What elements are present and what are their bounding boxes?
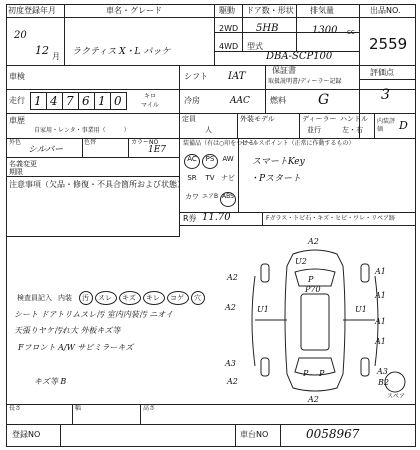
inspector-option-circle [167,291,189,305]
inner-mark: P70 [305,285,321,294]
capacity-unit: 人 [205,126,212,134]
damage-mark: A1 [375,337,386,346]
line [82,138,83,157]
rear-window [295,358,335,375]
equipment-item: AW [222,155,234,163]
line [6,424,416,425]
line [6,89,416,90]
shift-value: IAT [228,71,246,82]
color-no-value: 1E7 [148,145,167,155]
dealer-parallel: 並行 [307,126,321,134]
inspector-title: 検査員記入 [17,294,52,302]
inspector-option: コゲ [170,294,184,302]
f-glass-label: Fガラス・トビ石・キズ・ヒビ・ワレ・リペア跡 [266,215,396,222]
equipment-item: ナビ [221,174,235,182]
inspector-option: キズ [122,294,136,302]
history-label: 車歴 [9,116,25,125]
car-name-value: ラクティス X・L パッケ [72,47,171,57]
line [262,212,263,225]
length-label: 長さ [9,405,22,412]
line [237,113,238,138]
chassis-no-value: 0058967 [306,427,360,441]
line [6,176,180,177]
line [359,4,360,65]
damage-mark: A2 [308,237,319,246]
mileage-label: 走行 [9,96,25,105]
color-no-label: カラーNO [131,139,159,146]
ext-color-value: シルバー [28,145,64,155]
inspector-option-circle [143,291,165,305]
mileage-digit: 1 [98,94,106,108]
mileage-digit: 0 [114,94,122,108]
line [6,65,416,66]
rear-left-tire [261,358,269,376]
month-unit: 月 [52,52,60,61]
shaken-label: 車検 [9,72,25,81]
inspector-option-circle [119,291,141,305]
fuel-value: G [318,92,330,108]
line [235,424,236,447]
ac-label: 冷房 [184,96,200,105]
inner-mark: U2 [295,257,307,266]
damage-mark: A1 [375,317,386,326]
inspector-option: スレ [98,294,112,302]
width-label: 幅 [75,405,82,412]
front-right-tire [361,264,369,282]
height-label: 高さ [143,405,156,412]
displacement-value: 1300 [312,25,338,36]
registration-no-label: 登録NO [12,430,41,439]
r-ticket-label: R券 [183,214,197,223]
inspector-option: 内装 [58,294,72,302]
score-value: 3 [381,87,390,103]
door-value: 5HB [256,23,279,34]
caution-label: 注意事項（欠品・修復・不具合箇所および状態） [9,180,185,189]
windshield [295,269,335,286]
sales-point-line-2: ・Pスタート [250,174,302,184]
inner-mark: U1 [257,305,269,314]
inner-mark: P [308,275,314,284]
interior-label: 内装評価 [377,118,396,133]
equipment-item: TV [205,174,215,182]
front-left-tire [261,264,269,282]
fuel-label: 燃料 [270,96,286,105]
model-label: 型式 [247,42,263,51]
damage-mark: A3 [225,359,236,368]
chassis-no-label: 車台NO [240,430,269,439]
ext-color-label: 外色 [9,139,22,146]
line [6,113,416,114]
inspector-option-circle [191,291,205,305]
line [6,157,180,158]
drive-2wd: 2WD [219,24,239,33]
drive-label: 駆動 [219,6,235,15]
lot-number: 2559 [369,35,408,53]
mileage-digit: 7 [66,94,74,108]
equipment-item: カワ [185,193,199,201]
left-side [252,276,255,366]
handle-options: 左・右 [342,126,363,134]
model-value: DBA-SCP100 [266,51,333,62]
car-damage-diagram [215,236,415,404]
line [238,138,239,212]
shift-label: シフト [184,72,208,81]
sales-point-title: セールスポイント（正常に作動するもの） [241,140,355,147]
first-reg-label: 初度登録年月 [8,6,56,15]
equipment-item: SR [187,174,197,182]
equipment-circle-mark [220,192,236,207]
damage-mark: A2 [227,377,238,386]
warranty-sub: 取扱説明書/ディーラー記録 [268,78,342,85]
month-value: 12 [35,44,49,57]
mileage-unit-mile: マイル [141,102,159,109]
damage-mark: A3 [377,367,388,376]
equipment-title: 装備品（有は○印をつける） [183,140,261,147]
equipment-circle-mark [202,154,218,169]
inspector-option: 汚 [82,294,89,302]
car-outline [285,250,345,391]
line [6,404,416,405]
damage-mark: B2 [378,378,389,387]
line [6,138,416,139]
cc-unit: cc [347,28,355,36]
history-options: 自家用・レンタ・事業用（ ） [34,127,130,134]
damage-mark: A2 [227,273,238,282]
line [359,17,416,18]
mileage-digit: 1 [34,94,42,108]
equipment-item: AC [187,155,197,163]
spare-label: スペア [387,393,406,400]
rear-right-tire [361,358,369,376]
roof [301,294,329,350]
inner-mark: P [303,369,309,378]
interior-value: D [399,119,408,132]
mileage-unit-km: キロ [144,93,157,100]
carname-label: 車名・グレード [106,6,162,15]
line [128,138,129,157]
line [72,404,73,424]
mileage-digit: 6 [82,94,90,108]
equipment-item: ABS [222,193,234,200]
mileage-digit: 4 [50,94,58,108]
r-ticket-value: 11.70 [202,212,231,223]
warranty-label: 保証書 [272,66,296,75]
ext-model-label: 外装モデル [240,115,275,123]
line [214,4,215,65]
damage-mark: A1 [375,291,386,300]
inspector-option-circle [95,291,117,305]
damage-mark: A2 [308,395,319,404]
line [140,404,141,424]
capacity-label: 定員 [182,115,196,123]
equipment-item: PS [205,155,215,163]
lot-label: 出品NO. [370,6,401,15]
line [374,113,375,138]
inspector-line-3: Fフロント A/W サビミラーキズ [18,343,134,352]
line [64,4,65,65]
line [6,236,180,237]
line [359,79,416,80]
inner-mark: U1 [355,305,367,314]
inspector-option-circle [79,291,93,305]
line [179,225,416,226]
line [299,113,300,138]
equipment-circle-mark [184,154,200,169]
line [60,424,61,447]
ac-value: AAC [230,96,250,106]
displacement-label: 排気量 [310,6,334,15]
inspector-option: 穴 [194,294,201,302]
line [296,4,297,51]
inspector-option: キレ [146,294,160,302]
name-change-deadline-label: 名義変更期限 [9,160,37,176]
line [280,424,281,447]
score-label: 評価点 [370,68,394,77]
inner-mark: P [319,369,325,378]
inspector-line-1: シート ドアトリムスレ汚 室内内装汚 ニオイ [14,310,173,319]
drive-4wd: 4WD [219,42,239,51]
line [179,65,180,138]
line [265,65,266,113]
sales-point-line-1: スマートKey [252,157,305,167]
inspector-line-2: 天張りヤケ汚れ大 外板キズ等 [14,326,121,335]
door-label: ドア数・形状 [246,6,294,15]
line [6,17,359,18]
damage-mark: A2 [225,303,236,312]
damage-mark: A1 [375,267,386,276]
equipment-item: エアB [201,193,219,200]
handle-label: ハンドル [340,115,368,123]
year-value: 20 [14,30,27,41]
line [242,4,243,51]
inspector-line-5: キズ等 B [34,377,67,386]
dealer-label: ディーラー [302,115,337,123]
color-change-label: 色替 [84,139,97,146]
